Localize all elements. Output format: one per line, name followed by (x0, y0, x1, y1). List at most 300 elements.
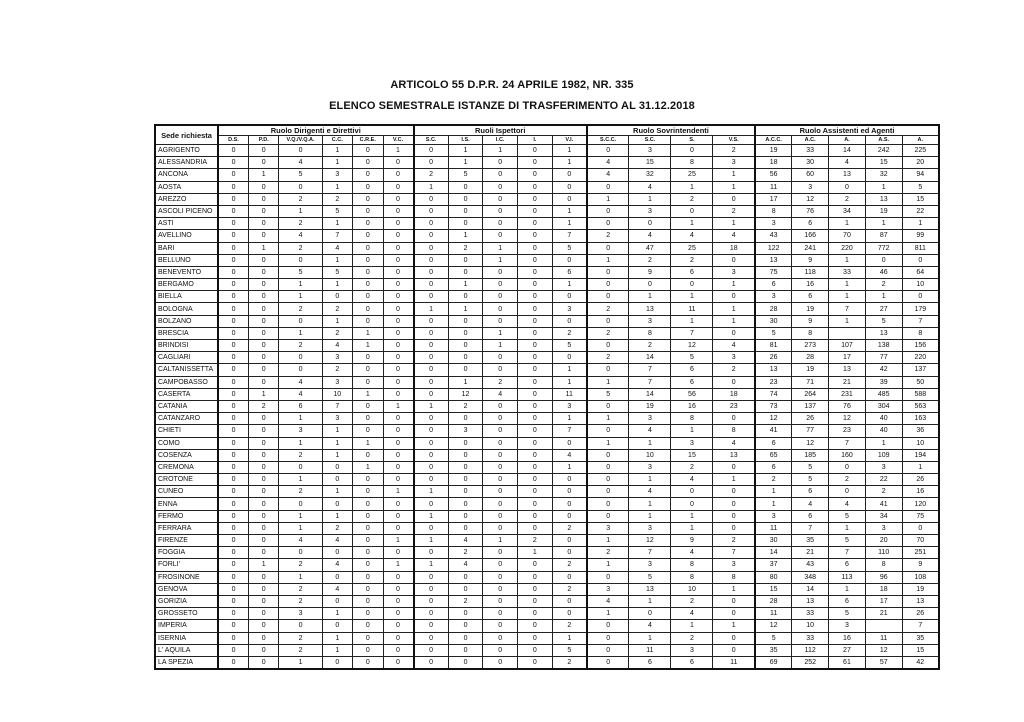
value-cell: 0 (218, 376, 248, 388)
value-cell: 0 (483, 266, 518, 278)
value-cell: 0 (552, 315, 587, 327)
value-cell: 7 (829, 437, 866, 449)
value-cell: 0 (218, 181, 248, 193)
sede-cell: IMPERIA (155, 620, 218, 632)
value-cell: 0 (218, 315, 248, 327)
sede-cell: BOLOGNA (155, 303, 218, 315)
value-cell: 0 (218, 632, 248, 644)
value-cell: 0 (671, 145, 713, 157)
table-row (155, 474, 939, 486)
table-row (155, 535, 939, 547)
value-cell: 2 (671, 254, 713, 266)
table-row (155, 181, 939, 193)
value-cell: 1 (755, 486, 792, 498)
value-cell: 76 (792, 205, 829, 217)
sede-cell: CALTANISSETTA (155, 364, 218, 376)
value-cell: 1 (279, 279, 322, 291)
value-cell: 16 (902, 486, 939, 498)
value-cell: 0 (414, 157, 449, 169)
table-row (155, 266, 939, 278)
value-cell: 4 (829, 157, 866, 169)
value-cell: 0 (279, 181, 322, 193)
value-cell: 0 (218, 620, 248, 632)
value-cell: 0 (552, 254, 587, 266)
value-cell: 0 (383, 218, 414, 230)
value-cell: 0 (552, 547, 587, 559)
value-cell: 0 (383, 583, 414, 595)
column-header: I. (518, 136, 553, 145)
value-cell: 2 (713, 364, 755, 376)
value-cell: 8 (792, 327, 829, 339)
value-cell: 1 (448, 279, 483, 291)
value-cell: 0 (518, 291, 553, 303)
value-cell: 0 (353, 571, 383, 583)
value-cell: 0 (218, 400, 248, 412)
value-cell: 113 (829, 571, 866, 583)
value-cell: 5 (902, 181, 939, 193)
value-cell: 0 (587, 486, 629, 498)
value-cell: 0 (518, 279, 553, 291)
value-cell: 0 (713, 461, 755, 473)
value-cell: 273 (792, 340, 829, 352)
value-cell: 252 (792, 656, 829, 669)
value-cell: 1 (383, 559, 414, 571)
table-row (155, 632, 939, 644)
sede-cell: GENOVA (155, 583, 218, 595)
value-cell: 0 (518, 169, 553, 181)
value-cell: 0 (713, 413, 755, 425)
value-cell: 6 (671, 266, 713, 278)
group-assistenti-header: Ruolo Assistenti ed Agenti (755, 125, 939, 136)
value-cell: 34 (865, 510, 902, 522)
value-cell: 1 (671, 425, 713, 437)
value-cell: 12 (829, 413, 866, 425)
table-row (155, 425, 939, 437)
value-cell: 0 (448, 413, 483, 425)
value-cell: 0 (414, 266, 449, 278)
sede-cell: BRINDISI (155, 340, 218, 352)
column-header: A.S. (865, 136, 902, 145)
value-cell: 0 (448, 352, 483, 364)
value-cell: 0 (414, 193, 449, 205)
value-cell: 0 (218, 449, 248, 461)
value-cell: 2 (448, 242, 483, 254)
value-cell: 0 (587, 571, 629, 583)
value-cell: 1 (629, 193, 671, 205)
value-cell: 13 (792, 595, 829, 607)
value-cell: 2 (279, 340, 322, 352)
value-cell: 0 (671, 279, 713, 291)
value-cell: 1 (629, 437, 671, 449)
value-cell: 0 (448, 193, 483, 205)
value-cell: 0 (414, 449, 449, 461)
value-cell: 7 (629, 376, 671, 388)
value-cell: 27 (865, 303, 902, 315)
value-cell: 0 (353, 376, 383, 388)
value-cell: 0 (353, 242, 383, 254)
value-cell: 0 (249, 547, 279, 559)
value-cell: 0 (249, 145, 279, 157)
table-row (155, 193, 939, 205)
value-cell: 33 (829, 266, 866, 278)
value-cell: 0 (353, 315, 383, 327)
value-cell: 0 (518, 522, 553, 534)
value-cell: 0 (483, 205, 518, 217)
group-dirigenti-header: Ruolo Dirigenti e Direttivi (218, 125, 413, 136)
column-header: V.Q./V.Q.A. (279, 136, 322, 145)
value-cell: 0 (552, 291, 587, 303)
value-cell: 0 (279, 145, 322, 157)
table-row (155, 315, 939, 327)
value-cell: 25 (671, 242, 713, 254)
value-cell: 4 (792, 498, 829, 510)
value-cell: 0 (249, 364, 279, 376)
value-cell: 1 (414, 303, 449, 315)
value-cell: 3 (629, 145, 671, 157)
value-cell: 2 (587, 230, 629, 242)
value-cell: 7 (829, 303, 866, 315)
value-cell: 1 (353, 388, 383, 400)
value-cell: 1 (629, 498, 671, 510)
table-row (155, 376, 939, 388)
value-cell: 0 (218, 169, 248, 181)
table-row (155, 230, 939, 242)
value-cell: 3 (552, 400, 587, 412)
value-cell: 1 (322, 510, 352, 522)
value-cell: 1 (279, 510, 322, 522)
value-cell: 1 (279, 656, 322, 669)
value-cell: 0 (829, 181, 866, 193)
value-cell: 1 (671, 181, 713, 193)
value-cell: 0 (448, 437, 483, 449)
value-cell: 3 (671, 644, 713, 656)
value-cell: 4 (587, 157, 629, 169)
value-cell: 0 (383, 413, 414, 425)
value-cell: 2 (865, 486, 902, 498)
value-cell: 2 (671, 193, 713, 205)
value-cell: 6 (279, 400, 322, 412)
value-cell: 0 (483, 644, 518, 656)
value-cell: 0 (552, 608, 587, 620)
value-cell: 0 (483, 632, 518, 644)
value-cell: 5 (279, 169, 322, 181)
table-row (155, 644, 939, 656)
value-cell: 0 (518, 461, 553, 473)
value-cell: 99 (902, 230, 939, 242)
value-cell: 0 (518, 583, 553, 595)
value-cell: 3 (322, 413, 352, 425)
value-cell: 0 (483, 400, 518, 412)
value-cell: 0 (518, 352, 553, 364)
table-row (155, 340, 939, 352)
value-cell: 1 (322, 437, 352, 449)
value-cell: 0 (383, 608, 414, 620)
sede-cell: ALESSANDRIA (155, 157, 218, 169)
sede-cell: L' AQUILA (155, 644, 218, 656)
value-cell: 1 (552, 279, 587, 291)
value-cell: 0 (218, 303, 248, 315)
value-cell: 0 (383, 425, 414, 437)
value-cell: 2 (671, 595, 713, 607)
value-cell: 137 (792, 400, 829, 412)
value-cell: 0 (829, 486, 866, 498)
value-cell: 12 (865, 644, 902, 656)
value-cell: 0 (483, 547, 518, 559)
value-cell: 264 (792, 388, 829, 400)
value-cell: 2 (552, 656, 587, 669)
value-cell: 0 (414, 242, 449, 254)
value-cell: 0 (249, 340, 279, 352)
value-cell: 0 (448, 449, 483, 461)
table-row (155, 327, 939, 339)
value-cell: 16 (671, 400, 713, 412)
value-cell: 0 (518, 266, 553, 278)
value-cell: 0 (448, 327, 483, 339)
value-cell: 0 (322, 656, 352, 669)
value-cell: 2 (587, 352, 629, 364)
value-cell: 7 (322, 230, 352, 242)
value-cell: 6 (671, 656, 713, 669)
value-cell: 0 (249, 230, 279, 242)
value-cell: 13 (865, 327, 902, 339)
column-header: V.S. (713, 136, 755, 145)
value-cell: 3 (629, 413, 671, 425)
value-cell: 0 (218, 413, 248, 425)
value-cell: 0 (383, 291, 414, 303)
value-cell: 21 (792, 547, 829, 559)
value-cell: 0 (218, 327, 248, 339)
value-cell: 0 (353, 181, 383, 193)
value-cell: 0 (353, 291, 383, 303)
value-cell: 0 (249, 181, 279, 193)
value-cell: 1 (279, 327, 322, 339)
sede-cell: AGRIGENTO (155, 145, 218, 157)
value-cell: 0 (483, 303, 518, 315)
value-cell: 0 (218, 474, 248, 486)
value-cell: 1 (249, 242, 279, 254)
value-cell: 1 (414, 486, 449, 498)
sede-cell: CUNEO (155, 486, 218, 498)
value-cell: 21 (829, 376, 866, 388)
value-cell: 0 (249, 449, 279, 461)
sede-cell: CAGLIARI (155, 352, 218, 364)
value-cell: 0 (249, 425, 279, 437)
value-cell: 0 (587, 291, 629, 303)
value-cell: 2 (629, 340, 671, 352)
value-cell: 0 (218, 559, 248, 571)
value-cell: 11 (755, 608, 792, 620)
value-cell: 0 (483, 583, 518, 595)
value-cell: 0 (249, 218, 279, 230)
value-cell: 4 (448, 535, 483, 547)
value-cell: 8 (671, 559, 713, 571)
value-cell: 0 (322, 291, 352, 303)
value-cell: 1 (552, 218, 587, 230)
value-cell: 1 (587, 193, 629, 205)
value-cell: 1 (279, 571, 322, 583)
value-cell: 73 (755, 400, 792, 412)
value-cell: 1 (713, 583, 755, 595)
value-cell: 242 (865, 145, 902, 157)
value-cell: 0 (902, 291, 939, 303)
value-cell: 0 (279, 620, 322, 632)
value-cell: 0 (249, 437, 279, 449)
value-cell: 0 (552, 510, 587, 522)
value-cell: 39 (865, 376, 902, 388)
value-cell: 1 (322, 145, 352, 157)
value-cell: 14 (629, 352, 671, 364)
value-cell: 0 (383, 656, 414, 669)
value-cell: 26 (902, 608, 939, 620)
value-cell: 2 (829, 193, 866, 205)
group-sovrintendenti-header: Ruolo Sovrintendenti (587, 125, 755, 136)
value-cell: 5 (671, 352, 713, 364)
value-cell: 2 (518, 535, 553, 547)
value-cell: 1 (448, 303, 483, 315)
value-cell: 1 (518, 547, 553, 559)
value-cell: 2 (322, 303, 352, 315)
value-cell: 0 (218, 193, 248, 205)
value-cell: 2 (279, 218, 322, 230)
value-cell: 0 (518, 608, 553, 620)
sede-cell: AOSTA (155, 181, 218, 193)
value-cell: 107 (829, 340, 866, 352)
table-row (155, 559, 939, 571)
value-cell: 1 (552, 461, 587, 473)
value-cell: 0 (552, 571, 587, 583)
table-row (155, 352, 939, 364)
value-cell: 0 (587, 218, 629, 230)
value-cell: 0 (587, 266, 629, 278)
value-cell: 0 (279, 547, 322, 559)
value-cell: 1 (552, 157, 587, 169)
value-cell: 0 (383, 279, 414, 291)
value-cell: 0 (353, 595, 383, 607)
column-header: V.C. (383, 136, 414, 145)
value-cell: 4 (713, 437, 755, 449)
value-cell: 772 (865, 242, 902, 254)
value-cell: 0 (218, 145, 248, 157)
value-cell: 7 (792, 522, 829, 534)
value-cell: 1 (483, 254, 518, 266)
value-cell: 61 (829, 656, 866, 669)
value-cell: 0 (383, 181, 414, 193)
value-cell: 0 (322, 595, 352, 607)
value-cell: 26 (902, 474, 939, 486)
value-cell: 3 (792, 181, 829, 193)
value-cell: 0 (518, 193, 553, 205)
value-cell: 0 (249, 644, 279, 656)
table-row (155, 364, 939, 376)
value-cell: 80 (755, 571, 792, 583)
value-cell: 0 (552, 486, 587, 498)
column-header: P.D. (249, 136, 279, 145)
value-cell: 0 (383, 242, 414, 254)
value-cell: 13 (902, 595, 939, 607)
value-cell: 23 (755, 376, 792, 388)
value-cell: 0 (629, 608, 671, 620)
value-cell: 2 (448, 595, 483, 607)
value-cell: 0 (448, 181, 483, 193)
value-cell: 0 (383, 595, 414, 607)
value-cell: 0 (353, 279, 383, 291)
value-cell: 13 (829, 364, 866, 376)
value-cell: 1 (322, 279, 352, 291)
value-cell: 0 (279, 352, 322, 364)
value-cell: 0 (218, 461, 248, 473)
value-cell: 0 (218, 510, 248, 522)
value-cell: 0 (448, 266, 483, 278)
value-cell: 0 (353, 193, 383, 205)
value-cell: 0 (448, 291, 483, 303)
value-cell: 0 (249, 461, 279, 473)
value-cell: 156 (902, 340, 939, 352)
value-cell: 1 (483, 340, 518, 352)
value-cell: 57 (865, 656, 902, 669)
value-cell: 9 (902, 559, 939, 571)
value-cell: 2 (755, 474, 792, 486)
value-cell: 220 (829, 242, 866, 254)
value-cell: 6 (671, 376, 713, 388)
sede-cell: ANCONA (155, 169, 218, 181)
value-cell: 0 (383, 388, 414, 400)
value-cell: 32 (629, 169, 671, 181)
table-row (155, 522, 939, 534)
value-cell: 15 (755, 583, 792, 595)
sede-cell: FROSINONE (155, 571, 218, 583)
value-cell: 0 (414, 583, 449, 595)
value-cell: 0 (483, 291, 518, 303)
value-cell: 1 (414, 510, 449, 522)
value-cell: 2 (279, 583, 322, 595)
value-cell: 14 (629, 388, 671, 400)
value-cell: 0 (218, 498, 248, 510)
value-cell: 0 (383, 620, 414, 632)
value-cell: 0 (249, 510, 279, 522)
document-title-line2: ELENCO SEMESTRALE ISTANZE DI TRASFERIMENTO AL 31.12.2018 (329, 100, 695, 112)
value-cell: 0 (353, 266, 383, 278)
value-cell: 3 (865, 522, 902, 534)
value-cell: 0 (383, 352, 414, 364)
value-cell: 1 (587, 437, 629, 449)
value-cell: 1 (629, 595, 671, 607)
value-cell: 2 (552, 559, 587, 571)
value-cell: 0 (483, 595, 518, 607)
value-cell: 7 (671, 327, 713, 339)
value-cell: 0 (483, 230, 518, 242)
value-cell: 194 (902, 449, 939, 461)
value-cell: 1 (322, 218, 352, 230)
table-row (155, 461, 939, 473)
value-cell: 0 (383, 315, 414, 327)
value-cell: 5 (629, 571, 671, 583)
value-cell: 0 (249, 656, 279, 669)
value-cell: 8 (629, 327, 671, 339)
value-cell: 5 (322, 266, 352, 278)
value-cell: 43 (792, 559, 829, 571)
value-cell: 2 (279, 559, 322, 571)
value-cell: 0 (448, 620, 483, 632)
value-cell: 0 (483, 498, 518, 510)
value-cell: 0 (414, 547, 449, 559)
value-cell: 33 (792, 145, 829, 157)
value-cell: 0 (448, 218, 483, 230)
value-cell: 1 (322, 315, 352, 327)
value-cell: 0 (249, 303, 279, 315)
sede-cell: FIRENZE (155, 535, 218, 547)
value-cell: 0 (414, 571, 449, 583)
value-cell: 0 (383, 340, 414, 352)
